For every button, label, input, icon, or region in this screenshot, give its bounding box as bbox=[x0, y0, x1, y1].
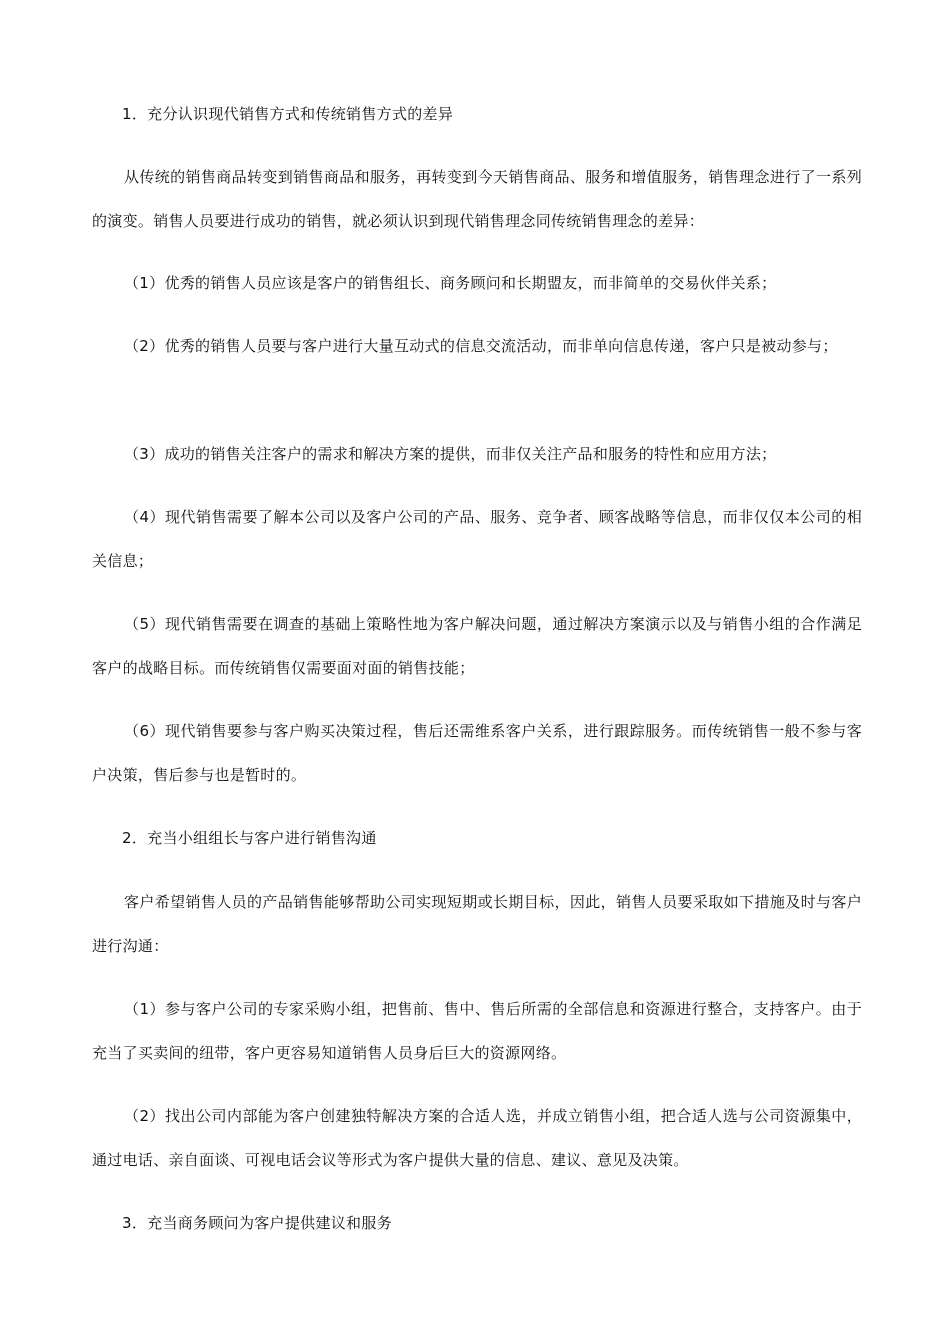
paragraph: 从传统的销售商品转变到销售商品和服务，再转变到今天销售商品、服务和增值服务，销售理念进行了一系列的演变。销售人员要进行成功的销售，就必须认识到现代销售理念同传统销售理念的差异： bbox=[92, 168, 862, 230]
list-item-3: （3）成功的销售关注客户的需求和解决方案的提供，而非仅关注产品和服务的特性和应用方法； bbox=[124, 445, 777, 463]
list-item-1: （1）参与客户公司的专家采购小组，把售前、售中、售后所需的全部信息和资源进行整合，支持客户。由于充当了买卖间的纽带，客户更容易知道销售人员身后巨大的资源网络。 bbox=[92, 1000, 862, 1062]
list-item-6: （6）现代销售要参与客户购买决策过程，售后还需维系客户关系，进行跟踪服务。而传统销售一般不参与客户决策，售后参与也是暂时的。 bbox=[92, 722, 862, 784]
list-item-2: （2）找出公司内部能为客户创建独特解决方案的合适人选，并成立销售小组，把合适人选与公司资源集中，通过电话、亲自面谈、可视电话会议等形式为客户提供大量的信息、建议、意见及决策。 bbox=[92, 1107, 862, 1169]
paragraph: 客户希望销售人员的产品销售能够帮助公司实现短期或长期目标，因此，销售人员要采取如下措施及时与客户进行沟通： bbox=[92, 893, 862, 955]
section-heading-1: 1．充分认识现代销售方式和传统销售方式的差异 bbox=[122, 105, 454, 123]
section-heading-2: 2．充当小组组长与客户进行销售沟通 bbox=[122, 829, 377, 847]
list-item-1: （1）优秀的销售人员应该是客户的销售组长、商务顾问和长期盟友，而非简单的交易伙伴关系； bbox=[124, 274, 777, 292]
list-item-2: （2）优秀的销售人员要与客户进行大量互动式的信息交流活动，而非单向信息传递，客户只是被动参与； bbox=[124, 337, 838, 355]
section-heading-3: 3．充当商务顾问为客户提供建议和服务 bbox=[122, 1214, 392, 1232]
list-item-5: （5）现代销售需要在调查的基础上策略性地为客户解决问题，通过解决方案演示以及与销售小组的合作满足客户的战略目标。而传统销售仅需要面对面的销售技能； bbox=[92, 615, 862, 677]
list-item-4: （4）现代销售需要了解本公司以及客户公司的产品、服务、竞争者、顾客战略等信息，而非仅仅本公司的相关信息； bbox=[92, 508, 862, 570]
